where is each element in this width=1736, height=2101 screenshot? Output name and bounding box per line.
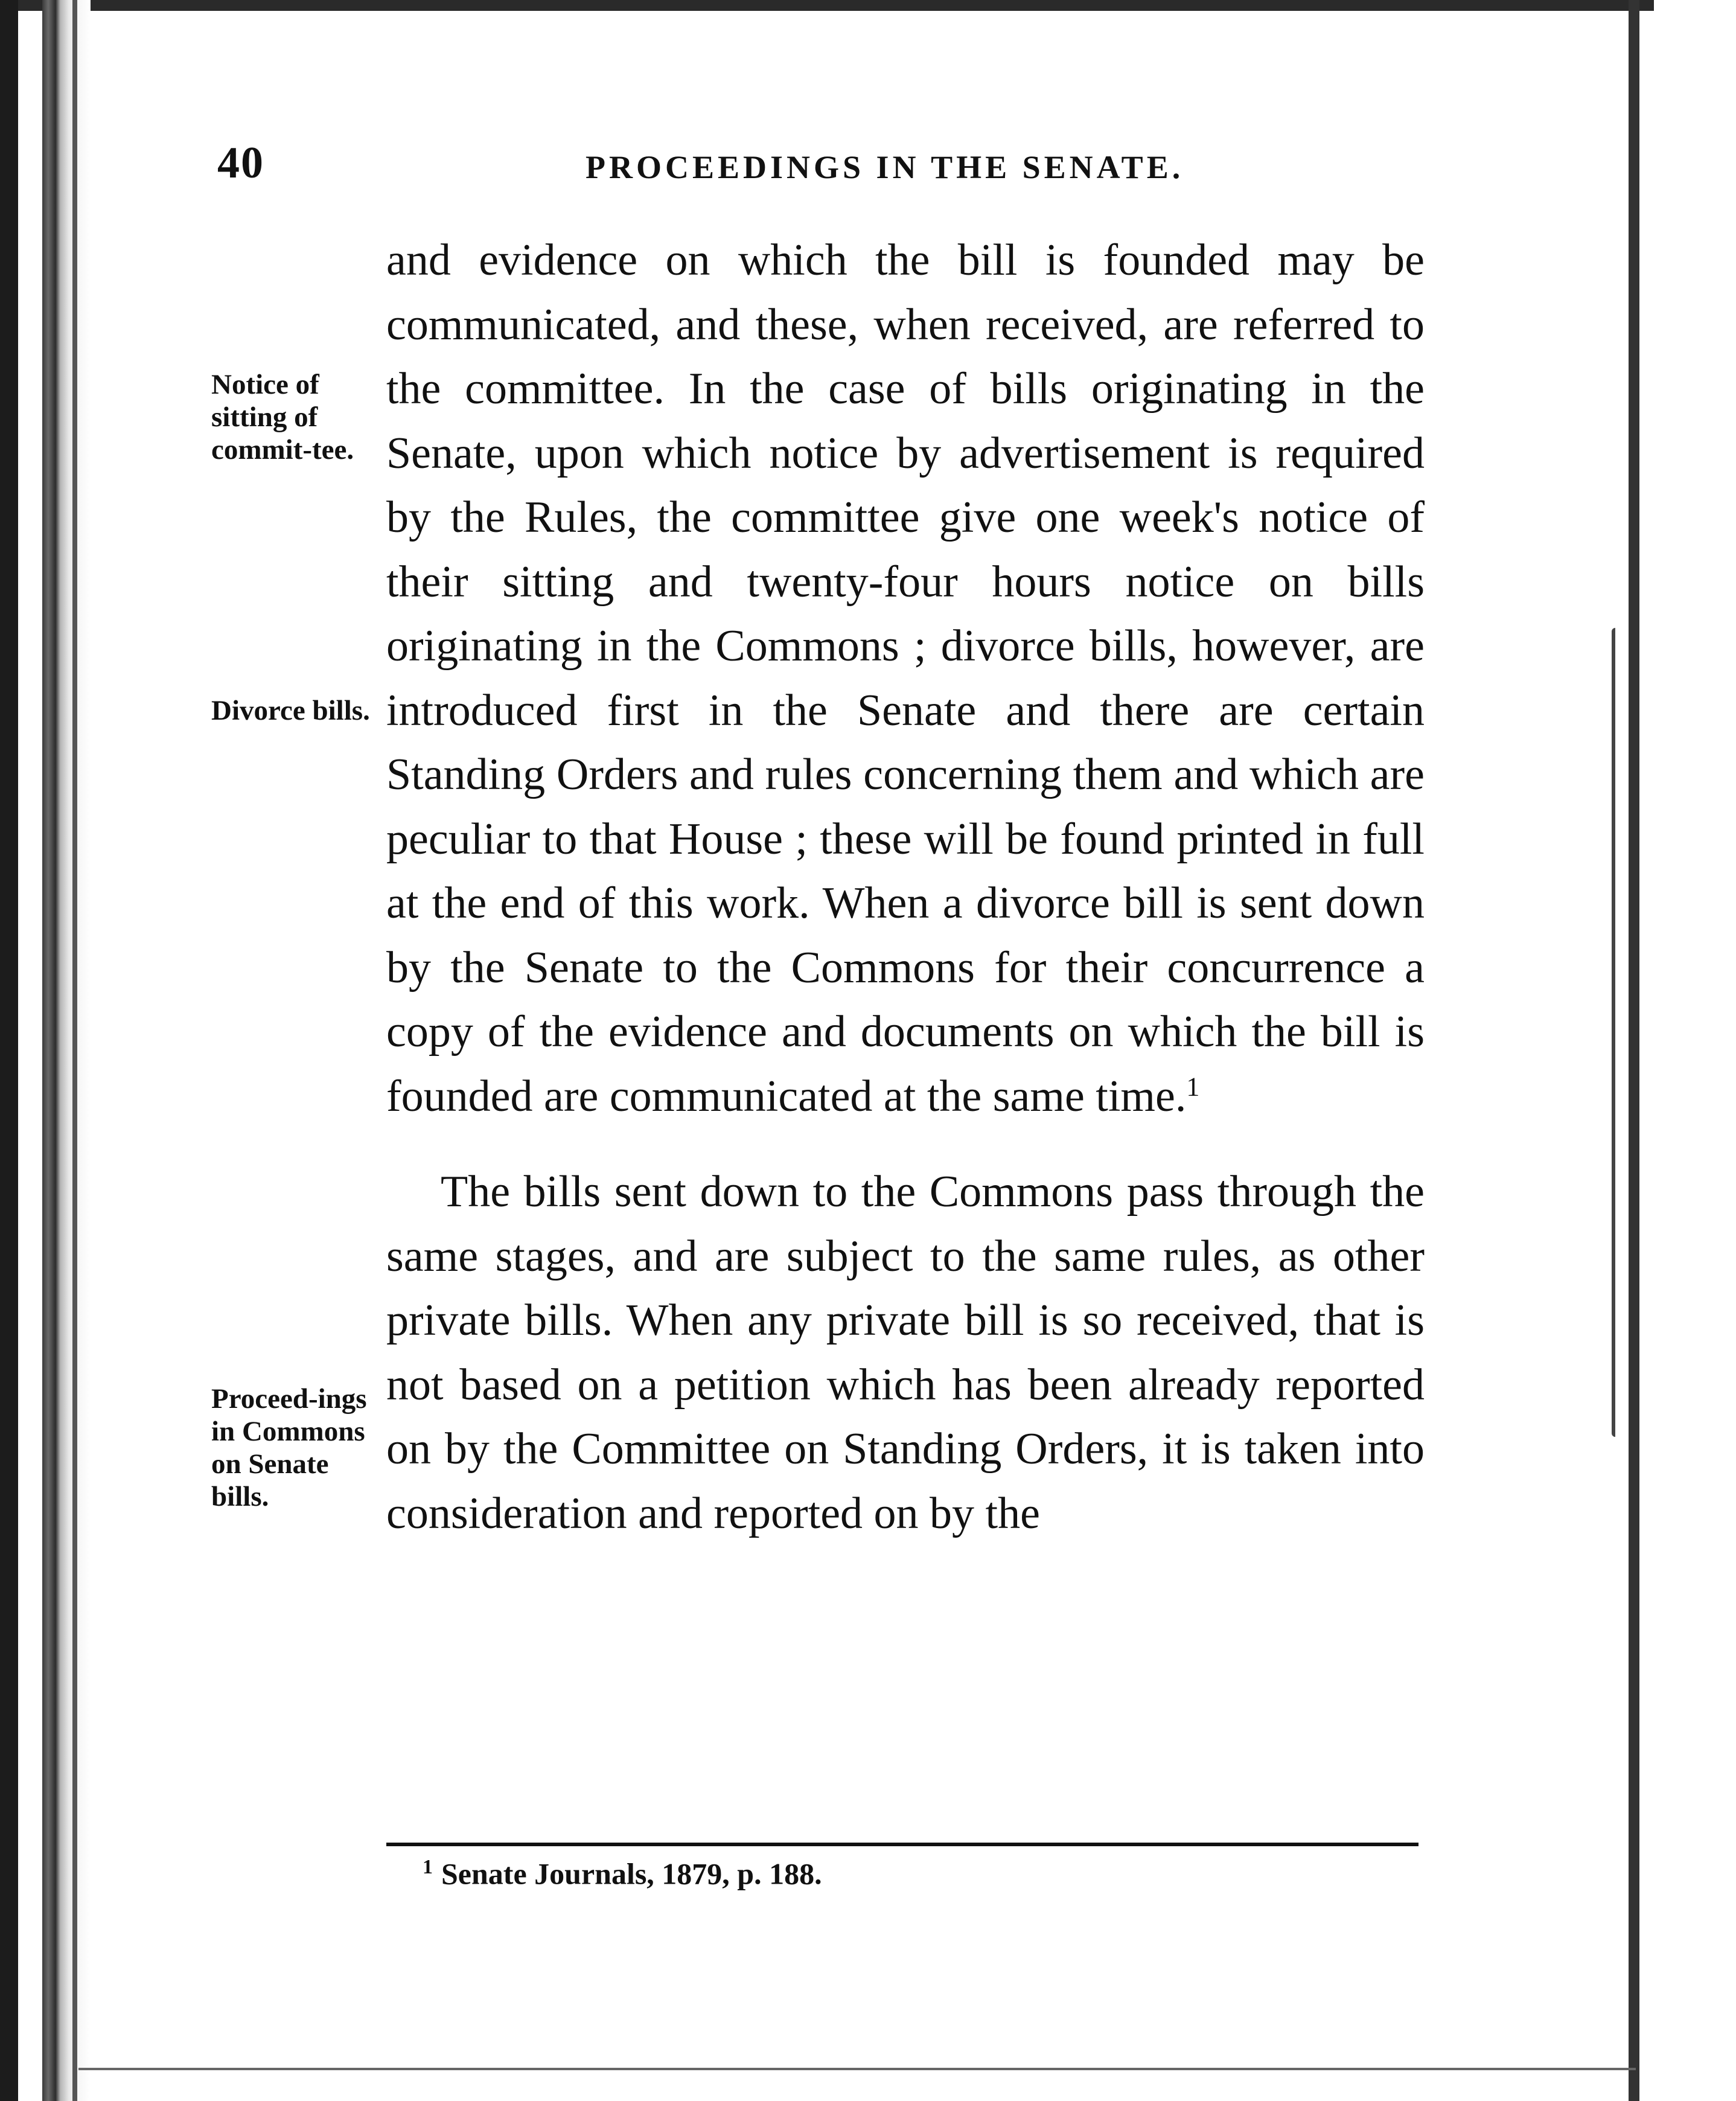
- margin-note-notice-of-sitting: Notice of sitting of commit-tee.: [211, 369, 354, 465]
- paragraph-1-text: and evidence on which the bill is founded may be communicated, and these, when received, are referred to the committee. In the case of bills originating in the Senate, upon which notice by advertisement is required by the Rules, the committee give one week's notice of their sitting and twenty-four hours notice on bills originating in the Commons ; divorce bills, however, are introduced first in the Senate and there are certain Standing Orders and rules concerning them and which are peculiar to that House ; these will be found printed in full at the end of this work. When a divorce bill is sent down by the Senate to the Commons for their concurrence a copy of the evidence and documents on which the bill is founded are communicated at the same time.: [386, 235, 1425, 1121]
- footnote-text: Senate Journals, 1879, p. 188.: [441, 1856, 822, 1891]
- margin-note-proceedings-in-commons: Proceed-ings in Commons on Senate bills.: [211, 1383, 367, 1512]
- footnote-marker: 1: [423, 1856, 433, 1878]
- page-right-edge: [1629, 0, 1639, 2101]
- book-binding-shadow: [42, 0, 91, 2101]
- page-bottom-edge: [78, 2068, 1636, 2070]
- margin-note-divorce-bills: Divorce bills.: [211, 695, 370, 726]
- page-edge-mark: [1612, 628, 1621, 1437]
- footnote-reference: 1: [1186, 1071, 1200, 1101]
- paragraph-2: The bills sent down to the Commons pass through the same stages, and are subject to the same rules, as other private bills. When any private bill is so received, that is not based on a petition which has been already reported on by the Committee on Standing Orders, it is taken into consideration and reported on by the: [386, 1167, 1425, 1538]
- body-text: [386, 228, 1425, 1546]
- scan-left-edge: [0, 0, 18, 2101]
- paragraph-1: [386, 228, 1425, 1128]
- running-head: PROCEEDINGS IN THE SENATE.: [586, 149, 1184, 185]
- page-number: 40: [217, 138, 264, 188]
- footnote: [423, 1856, 822, 1892]
- binding-line: [72, 0, 77, 2101]
- scan-top-edge: [0, 0, 1654, 11]
- footnote-rule: [386, 1843, 1418, 1846]
